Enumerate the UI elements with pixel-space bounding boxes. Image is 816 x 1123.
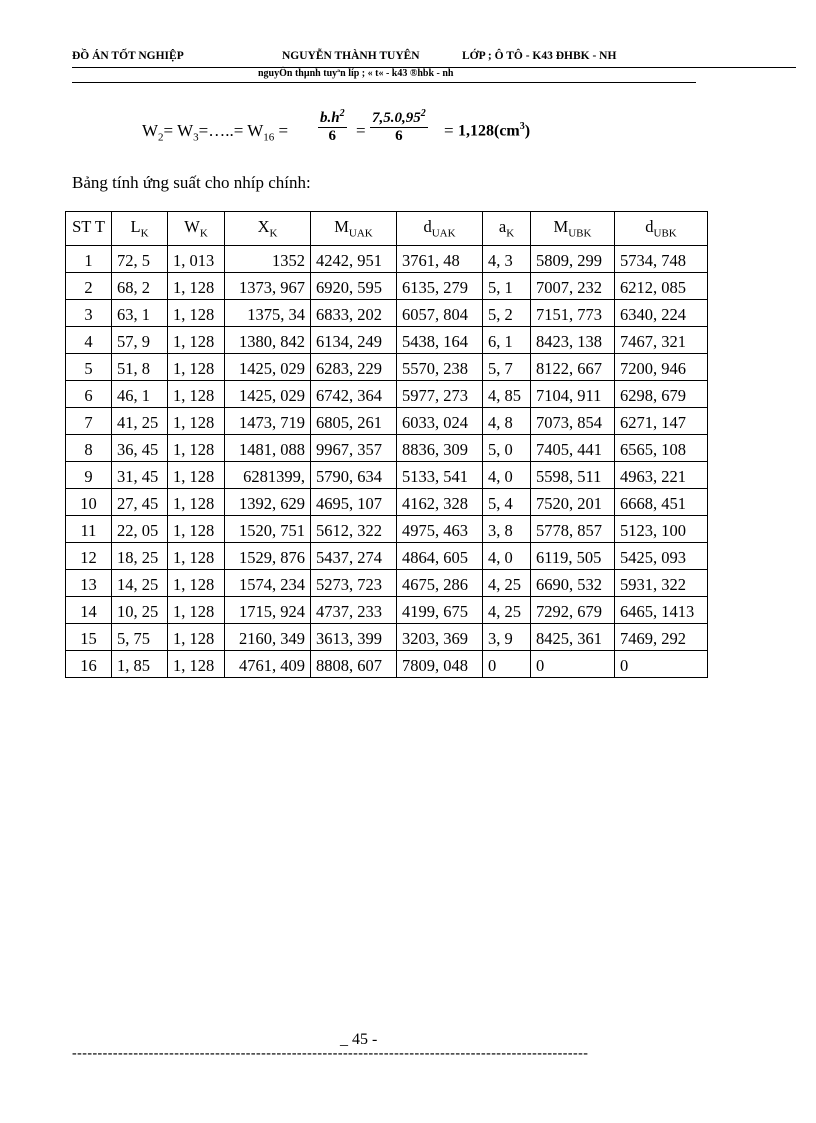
table-cell: 2160, 349: [225, 624, 311, 651]
table-cell: 7: [66, 408, 112, 435]
table-cell: 1: [66, 246, 112, 273]
section-modulus-formula: [142, 108, 582, 158]
table-cell: 7520, 201: [531, 489, 615, 516]
table-cell: 5273, 723: [311, 570, 397, 597]
table-cell: 8423, 138: [531, 327, 615, 354]
table-cell: 5: [66, 354, 112, 381]
table-row: [66, 273, 708, 300]
table-cell: 7151, 773: [531, 300, 615, 327]
table-cell: 1, 128: [168, 381, 225, 408]
column-header-3: $X_K$: [225, 212, 311, 246]
table-cell: 6134, 249: [311, 327, 397, 354]
table-cell: 6465, 1413: [615, 597, 708, 624]
table-cell: 6281399,: [225, 462, 311, 489]
column-header-5: $d_{UAK}$: [397, 212, 483, 246]
table-row: [66, 408, 708, 435]
table-row: [66, 543, 708, 570]
table-cell: 51, 8: [112, 354, 168, 381]
table-cell: 3: [66, 300, 112, 327]
table-cell: 5778, 857: [531, 516, 615, 543]
table-cell: 9: [66, 462, 112, 489]
table-cell: 1380, 842: [225, 327, 311, 354]
table-cell: 4, 25: [483, 597, 531, 624]
table-cell: 1, 013: [168, 246, 225, 273]
table-cell: 3, 9: [483, 624, 531, 651]
table-row: [66, 246, 708, 273]
table-cell: 1375, 34: [225, 300, 311, 327]
table-cell: 1425, 029: [225, 381, 311, 408]
table-body: [66, 246, 708, 678]
table-cell: 18, 25: [112, 543, 168, 570]
page-header: [72, 50, 796, 66]
formula-result: $1,128(cm^3)$: [458, 121, 531, 140]
table-row: [66, 651, 708, 678]
table-cell: 5734, 748: [615, 246, 708, 273]
table-cell: 1352: [225, 246, 311, 273]
table-cell: 5570, 238: [397, 354, 483, 381]
footer-dash-rule: -----------------------------------------------------------------------------------------------------: [72, 1046, 589, 1061]
table-cell: 63, 1: [112, 300, 168, 327]
table-cell: 5, 7: [483, 354, 531, 381]
table-cell: 36, 45: [112, 435, 168, 462]
table-cell: 8: [66, 435, 112, 462]
table-row: [66, 354, 708, 381]
table-cell: 5, 1: [483, 273, 531, 300]
table-cell: 11: [66, 516, 112, 543]
table-cell: 4, 0: [483, 543, 531, 570]
table-cell: 3761, 48: [397, 246, 483, 273]
table-cell: 1, 128: [168, 327, 225, 354]
table-cell: 6805, 261: [311, 408, 397, 435]
table-cell: 7467, 321: [615, 327, 708, 354]
table-cell: 4, 3: [483, 246, 531, 273]
page-number: _ 45 -: [340, 1031, 378, 1048]
table-cell: 1, 128: [168, 354, 225, 381]
table-cell: 0: [483, 651, 531, 678]
table-cell: 5931, 322: [615, 570, 708, 597]
table-cell: 8425, 361: [531, 624, 615, 651]
table-cell: 1425, 029: [225, 354, 311, 381]
table-cell: 8836, 309: [397, 435, 483, 462]
table-cell: 14, 25: [112, 570, 168, 597]
table-cell: 4, 85: [483, 381, 531, 408]
table-cell: 5425, 093: [615, 543, 708, 570]
table-cell: 5, 0: [483, 435, 531, 462]
table-cell: 1, 128: [168, 543, 225, 570]
table-cell: 1, 128: [168, 597, 225, 624]
table-cell: 7200, 946: [615, 354, 708, 381]
table-cell: 6742, 364: [311, 381, 397, 408]
table-cell: 4, 8: [483, 408, 531, 435]
table-cell: 8808, 607: [311, 651, 397, 678]
table-row: [66, 570, 708, 597]
table-cell: 1, 128: [168, 570, 225, 597]
table-cell: 7405, 441: [531, 435, 615, 462]
table-cell: 6271, 147: [615, 408, 708, 435]
table-cell: 6119, 505: [531, 543, 615, 570]
table-cell: 9967, 357: [311, 435, 397, 462]
table-cell: 12: [66, 543, 112, 570]
table-cell: 1481, 088: [225, 435, 311, 462]
table-cell: 41, 25: [112, 408, 168, 435]
table-caption: Bảng tính ứng suất cho nhíp chính:: [72, 173, 311, 192]
header-author: NGUYỄN THÀNH TUYÊN: [282, 50, 420, 62]
table-row: [66, 435, 708, 462]
table-cell: 7809, 048: [397, 651, 483, 678]
table-cell: 5133, 541: [397, 462, 483, 489]
header-project-title: ĐỒ ÁN TỐT NGHIỆP: [72, 50, 184, 62]
table-row: [66, 327, 708, 354]
table-cell: 2: [66, 273, 112, 300]
table-cell: 3, 8: [483, 516, 531, 543]
header-rule-2: [72, 82, 696, 83]
table-cell: 4975, 463: [397, 516, 483, 543]
table-row: [66, 624, 708, 651]
table-row: [66, 300, 708, 327]
table-cell: 4: [66, 327, 112, 354]
table-cell: 6340, 224: [615, 300, 708, 327]
table-cell: 10: [66, 489, 112, 516]
header-subline: nguyÔn thµnh tuyªn líp ; « t« - k43 ®hbk - nh: [258, 68, 454, 79]
table-cell: 6135, 279: [397, 273, 483, 300]
table-cell: 15: [66, 624, 112, 651]
table-cell: 6057, 804: [397, 300, 483, 327]
table-cell: 4963, 221: [615, 462, 708, 489]
formula-lhs: $W_2=$ $W_3=\dots..= W_{16}$ =: [142, 121, 289, 144]
table-cell: 5438, 164: [397, 327, 483, 354]
table-cell: 1, 128: [168, 489, 225, 516]
table-cell: 1574, 234: [225, 570, 311, 597]
column-header-1: $L_K$: [112, 212, 168, 246]
table-cell: 6565, 108: [615, 435, 708, 462]
table-cell: 1715, 924: [225, 597, 311, 624]
table-cell: 6668, 451: [615, 489, 708, 516]
table-cell: 5, 4: [483, 489, 531, 516]
table-cell: 5, 2: [483, 300, 531, 327]
table-cell: 1, 85: [112, 651, 168, 678]
table-cell: 5437, 274: [311, 543, 397, 570]
table-cell: 0: [531, 651, 615, 678]
table-row: [66, 516, 708, 543]
table-cell: 4695, 107: [311, 489, 397, 516]
column-header-0: ST T: [66, 212, 112, 246]
table-cell: 1, 128: [168, 300, 225, 327]
header-class: LỚP ; Ô TÔ - K43 ĐHBK - NH: [462, 50, 617, 62]
table-cell: 6: [66, 381, 112, 408]
table-cell: 4675, 286: [397, 570, 483, 597]
table-cell: 4162, 328: [397, 489, 483, 516]
formula-fraction-symbolic: $\frac{b.h^2}{6}$: [320, 108, 345, 144]
table-cell: 6920, 595: [311, 273, 397, 300]
table-cell: 4242, 951: [311, 246, 397, 273]
table-cell: 6833, 202: [311, 300, 397, 327]
table-cell: 4737, 233: [311, 597, 397, 624]
table-cell: 7469, 292: [615, 624, 708, 651]
table-cell: 1, 128: [168, 273, 225, 300]
table-cell: 5598, 511: [531, 462, 615, 489]
table-row: [66, 381, 708, 408]
table-cell: 57, 9: [112, 327, 168, 354]
table-cell: 5977, 273: [397, 381, 483, 408]
table-cell: 1, 128: [168, 408, 225, 435]
table-cell: 6, 1: [483, 327, 531, 354]
table-cell: 1473, 719: [225, 408, 311, 435]
stress-table: [65, 211, 708, 678]
table-cell: 1, 128: [168, 651, 225, 678]
table-cell: 72, 5: [112, 246, 168, 273]
formula-equals: =: [356, 121, 366, 140]
table-cell: 8122, 667: [531, 354, 615, 381]
table-cell: 13: [66, 570, 112, 597]
table-cell: 6283, 229: [311, 354, 397, 381]
table-cell: 5790, 634: [311, 462, 397, 489]
table-cell: 1392, 629: [225, 489, 311, 516]
table-cell: 3203, 369: [397, 624, 483, 651]
table-cell: 6690, 532: [531, 570, 615, 597]
table-cell: 7104, 911: [531, 381, 615, 408]
table-cell: 5, 75: [112, 624, 168, 651]
table-cell: 10, 25: [112, 597, 168, 624]
table-cell: 1, 128: [168, 624, 225, 651]
table-row: [66, 462, 708, 489]
column-header-7: $M_{UBK}$: [531, 212, 615, 246]
column-header-2: $W_K$: [168, 212, 225, 246]
column-header-8: $d_{UBK}$: [615, 212, 708, 246]
table-cell: 1373, 967: [225, 273, 311, 300]
column-header-6: $a_K$: [483, 212, 531, 246]
table-cell: 0: [615, 651, 708, 678]
formula-equals-2: =: [444, 121, 454, 140]
table-cell: 4761, 409: [225, 651, 311, 678]
table-cell: 16: [66, 651, 112, 678]
table-cell: 1, 128: [168, 516, 225, 543]
table-header-row: [66, 212, 708, 246]
table-cell: 1, 128: [168, 435, 225, 462]
table-cell: 4199, 675: [397, 597, 483, 624]
table-cell: 4864, 605: [397, 543, 483, 570]
table-cell: 6212, 085: [615, 273, 708, 300]
table-cell: 27, 45: [112, 489, 168, 516]
table-cell: 68, 2: [112, 273, 168, 300]
formula-fraction-numeric: $\frac{7,5.0,95^2}{6}$: [372, 108, 426, 144]
table-cell: 4, 25: [483, 570, 531, 597]
table-cell: 46, 1: [112, 381, 168, 408]
table-cell: 3613, 399: [311, 624, 397, 651]
table-cell: 31, 45: [112, 462, 168, 489]
table-cell: 14: [66, 597, 112, 624]
table-cell: 5809, 299: [531, 246, 615, 273]
column-header-4: $M_{UAK}$: [311, 212, 397, 246]
table-row: [66, 597, 708, 624]
table-cell: 5612, 322: [311, 516, 397, 543]
table-cell: 1529, 876: [225, 543, 311, 570]
table-cell: 1, 128: [168, 462, 225, 489]
table-cell: 4, 0: [483, 462, 531, 489]
table-cell: 7007, 232: [531, 273, 615, 300]
table-row: [66, 489, 708, 516]
table-cell: 7073, 854: [531, 408, 615, 435]
table-cell: 7292, 679: [531, 597, 615, 624]
table-cell: 6298, 679: [615, 381, 708, 408]
table-cell: 5123, 100: [615, 516, 708, 543]
table-cell: 6033, 024: [397, 408, 483, 435]
table-cell: 22, 05: [112, 516, 168, 543]
table-cell: 1520, 751: [225, 516, 311, 543]
